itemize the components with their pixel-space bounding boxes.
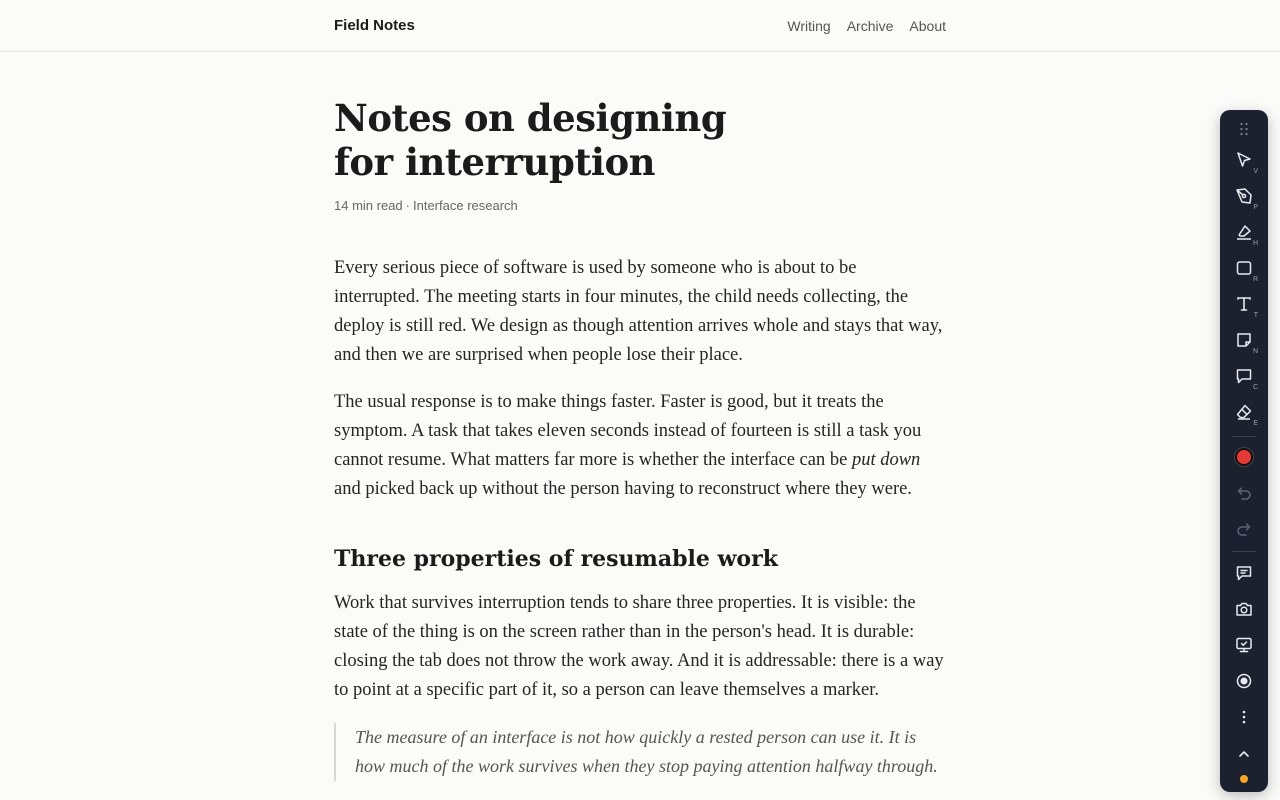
monitor-check-icon (1235, 636, 1253, 654)
toolbar-divider (1232, 551, 1256, 552)
note-tool-button[interactable] (1228, 325, 1260, 355)
comment-tool-button[interactable] (1228, 361, 1260, 391)
shortcut-key: T (1253, 312, 1258, 319)
read-time: 14 min read (334, 198, 403, 213)
article (334, 96, 946, 781)
paragraph-2-text-a: The usual response is to make things faster. Faster is good, but it treats the symptom. A task that takes eleven seconds instead of fourteen is still a task you cannot resume. What matters far more is whether the interface can be (334, 392, 922, 470)
top-navigation-bar (0, 0, 1280, 52)
color-picker-button[interactable] (1228, 442, 1260, 472)
shortcut-key: R (1252, 276, 1258, 283)
section-heading: Three properties of resumable work (334, 546, 778, 572)
camera-icon (1235, 600, 1253, 618)
shortcut-key: V (1253, 168, 1258, 175)
more-vertical-icon (1235, 708, 1253, 726)
record-icon (1235, 672, 1253, 690)
eraser-tool-button[interactable] (1228, 397, 1260, 427)
shortcut-key: H (1252, 240, 1258, 247)
chevron-up-icon (1235, 745, 1253, 763)
highlighter-tool-button[interactable] (1228, 217, 1260, 247)
eraser-icon (1235, 403, 1253, 421)
shortcut-key: E (1253, 420, 1258, 427)
pen-icon (1235, 187, 1253, 205)
nav-link-about[interactable]: About (909, 18, 946, 34)
rectangle-tool-button[interactable] (1228, 253, 1260, 283)
pen-tool-button[interactable] (1228, 181, 1260, 211)
undo-button[interactable] (1228, 478, 1260, 508)
present-button[interactable] (1228, 630, 1260, 660)
paragraph-3: Work that survives interruption tends to share three properties. It is visible: the state of the thing is on the screen rather than in the person's head. It is durable: closing the tab does not throw the work away. And it is addressable: there is a way to point at a specific part of it, so a person can leave themselves a marker. (334, 593, 944, 700)
redo-button[interactable] (1228, 514, 1260, 544)
highlighter-icon (1235, 223, 1253, 241)
comments-panel-button[interactable] (1228, 558, 1260, 588)
text-tool-button[interactable] (1228, 289, 1260, 319)
drag-handle-icon[interactable] (1228, 114, 1260, 144)
article-title: Notes on designing for interruption (334, 96, 727, 184)
pull-quote: The measure of an interface is not how quickly a rested person can use it. It is how much of the work survives when they stop paying attention halfway through. (334, 723, 946, 781)
article-body (334, 254, 946, 781)
select-arrow-icon (1235, 151, 1253, 169)
screenshot-button[interactable] (1228, 594, 1260, 624)
paragraph-2-text-b: and picked back up without the person having to reconstruct where they were. (334, 479, 912, 499)
comment-icon (1235, 367, 1253, 385)
shortcut-key: N (1252, 348, 1258, 355)
shortcut-key: C (1252, 384, 1258, 391)
collapse-toolbar-button[interactable] (1228, 739, 1260, 769)
main-nav (787, 18, 946, 34)
redo-icon (1235, 520, 1253, 538)
record-button[interactable] (1228, 666, 1260, 696)
nav-link-archive[interactable]: Archive (846, 18, 894, 34)
meta-separator: · (405, 198, 410, 213)
paragraph-2-emphasis: put down (851, 450, 921, 470)
nav-link-writing[interactable]: Writing (787, 18, 831, 34)
select-tool-button[interactable] (1228, 145, 1260, 175)
paragraph-1: Every serious piece of software is used by someone who is about to be interrupted. The meeting starts in four minutes, the child needs collecting, the deploy is still red. We design as though attention arrives whole and stays that way, and then we are surprised when people lose their place. (334, 258, 943, 365)
shortcut-key: P (1253, 204, 1258, 211)
active-color-swatch (1235, 448, 1253, 466)
annotation-toolbar (1220, 110, 1268, 792)
status-indicator-dot (1240, 775, 1248, 783)
toolbar-divider (1232, 436, 1256, 437)
sticky-note-icon (1235, 331, 1253, 349)
site-title[interactable]: Field Notes (334, 17, 415, 34)
message-lines-icon (1235, 564, 1253, 582)
rectangle-icon (1235, 259, 1253, 277)
article-meta (334, 198, 946, 213)
text-icon (1235, 295, 1253, 313)
category-link[interactable]: Interface research (413, 198, 518, 213)
paragraph-2 (334, 388, 946, 504)
more-options-button[interactable] (1228, 702, 1260, 732)
undo-icon (1235, 484, 1253, 502)
